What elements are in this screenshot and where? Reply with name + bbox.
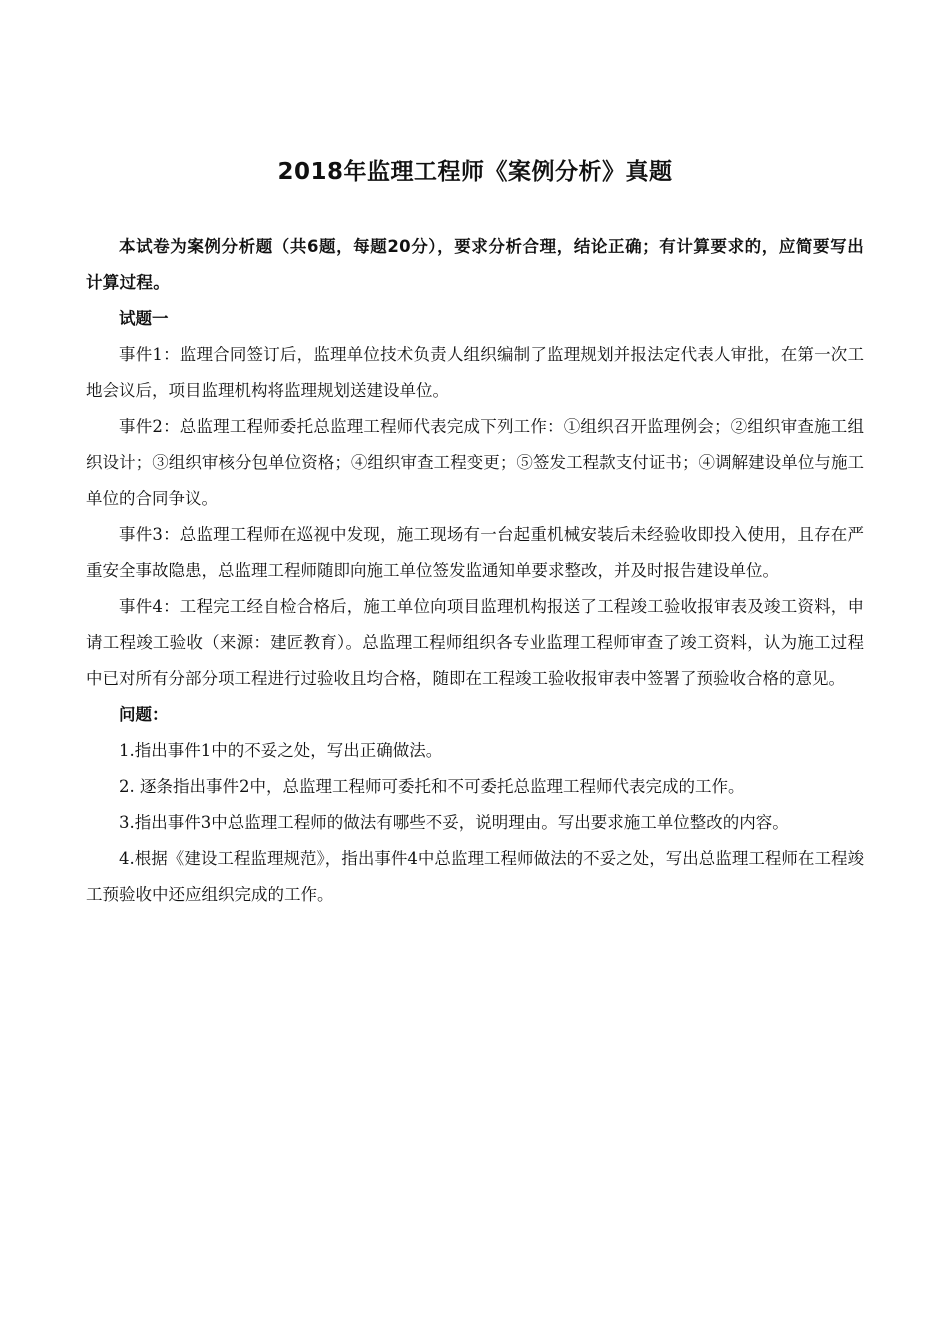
questions-title: 问题： xyxy=(119,705,169,724)
event-paragraph-1: 事件1：监理合同签订后，监理单位技术负责人组织编制了监理规划并报法定代表人审批，在第一次工地会议后，项目监理机构将监理规划送建设单位。 xyxy=(86,345,864,400)
document-body xyxy=(86,229,864,913)
question-4: 4.根据《建设工程监理规范》，指出事件4中总监理工程师做法的不妥之处，写出总监理工程师在工程竣工预验收中还应组织完成的工作。 xyxy=(86,849,864,904)
question-2: 2. 逐条指出事件2中，总监理工程师可委托和不可委托总监理工程师代表完成的工作。 xyxy=(119,777,745,796)
exam-instructions: 本试卷为案例分析题（共6题，每题20分），要求分析合理，结论正确；有计算要求的，应简要写出计算过程。 xyxy=(86,237,864,292)
event-paragraph-2: 事件2：总监理工程师委托总监理工程师代表完成下列工作：①组织召开监理例会；②组织审查施工组织设计；③组织审核分包单位资格；④组织审查工程变更；⑤签发工程款支付证书；④调解建设单位与施工单位的合同争议。 xyxy=(86,417,864,508)
document-page xyxy=(86,0,864,1344)
question-3: 3.指出事件3中总监理工程师的做法有哪些不妥，说明理由。写出要求施工单位整改的内容。 xyxy=(119,813,789,832)
section-title: 试题一 xyxy=(119,309,169,328)
question-1: 1.指出事件1中的不妥之处，写出正确做法。 xyxy=(119,741,443,760)
event-paragraph-3: 事件3：总监理工程师在巡视中发现，施工现场有一台起重机械安装后未经验收即投入使用，且存在严重安全事故隐患，总监理工程师随即向施工单位签发监通知单要求整改，并及时报告建设单位。 xyxy=(86,525,864,580)
document-title: 2018年监理工程师《案例分析》真题 xyxy=(277,159,673,185)
event-paragraph-4: 事件4：工程完工经自检合格后，施工单位向项目监理机构报送了工程竣工验收报审表及竣工资料，申请工程竣工验收（来源：建匠教育）。总监理工程师组织各专业监理工程师审查了竣工资料，认为施工过程中已对所有分部分项工程进行过验收且均合格，随即在工程竣工验收报审表中签署了预验收合格的意见。 xyxy=(86,597,864,688)
